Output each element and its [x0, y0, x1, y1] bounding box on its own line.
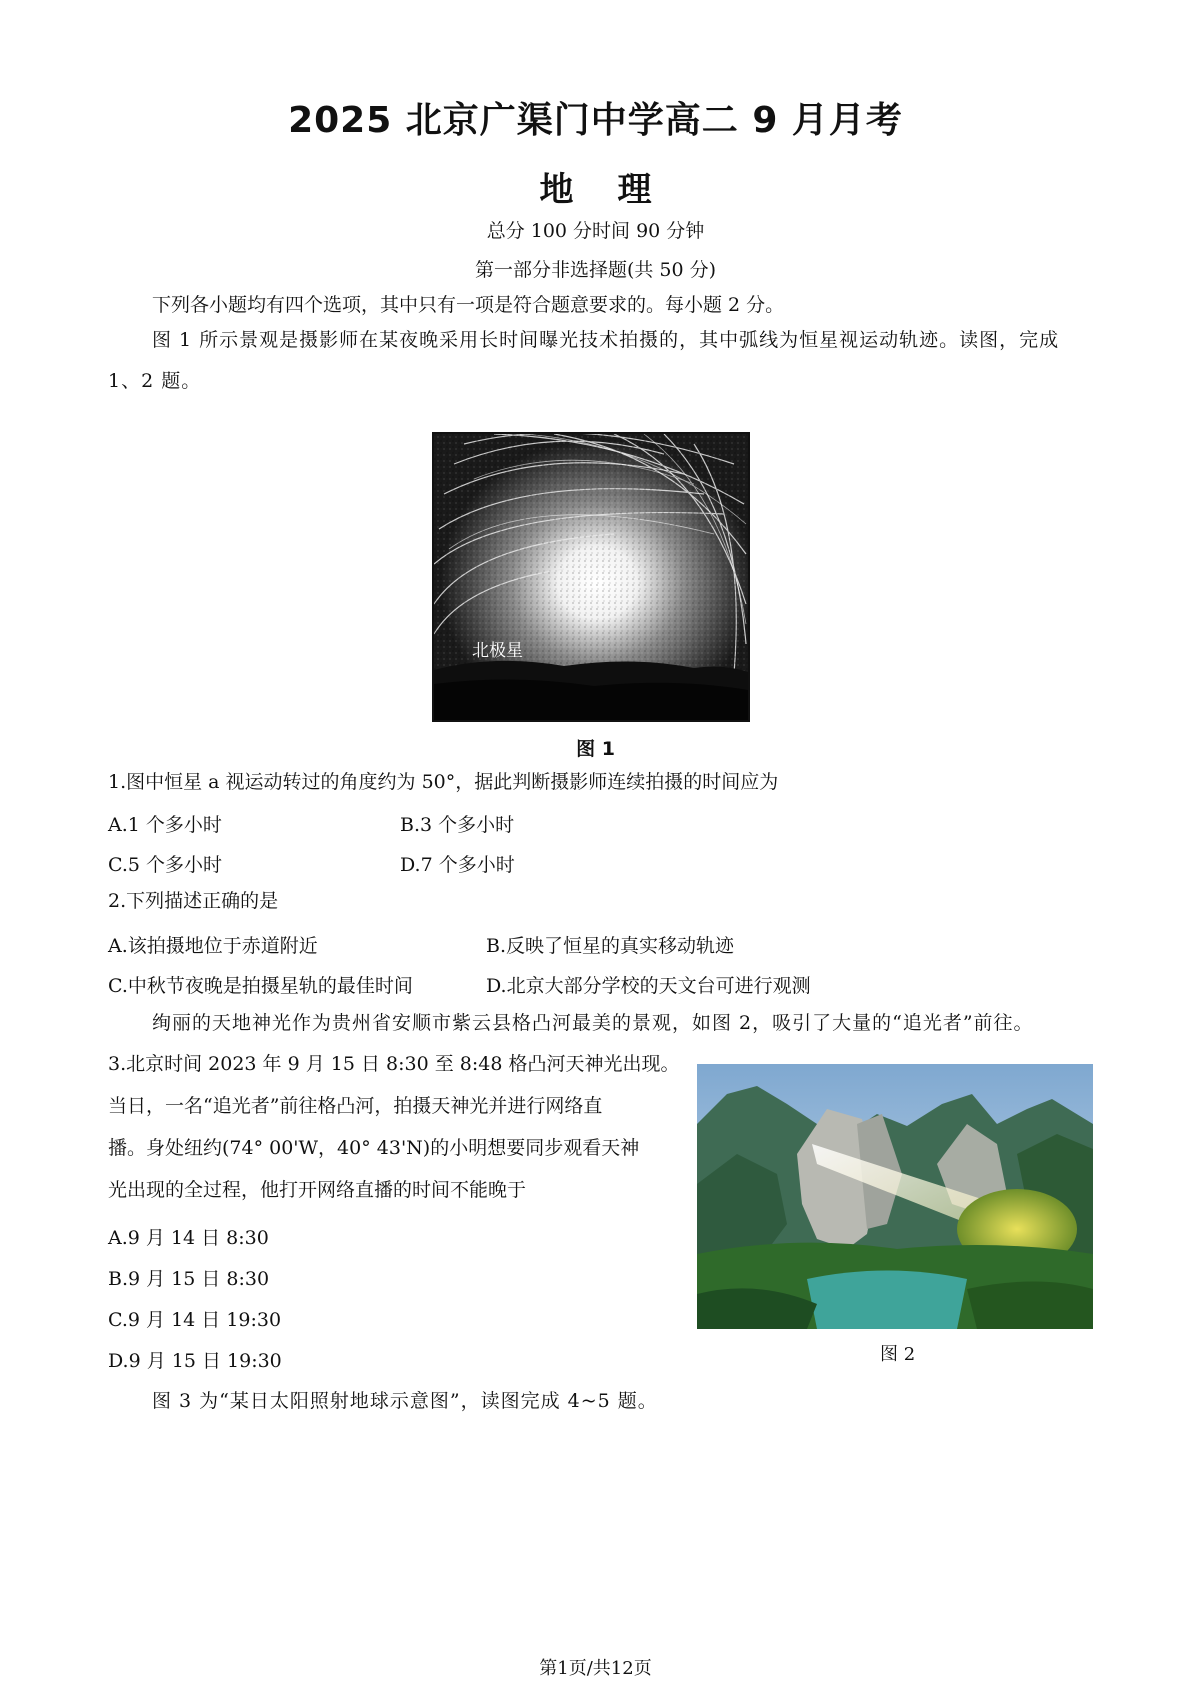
page-number: 第1页/共12页 [539, 1658, 652, 1679]
polaris-label: 北极星 [472, 641, 523, 661]
canyon-light-photo [697, 1064, 1093, 1329]
figure1-intro: 图 1 所示景观是摄影师在某夜晚采用长时间曝光技术拍摄的，其中弧线为恒星视运动轨迹。读图，完成 1、2 题。 [108, 329, 1060, 392]
score-time: 总分 100 分时间 90 分钟 [486, 220, 705, 242]
q2-option-c[interactable]: C.中秋节夜晚是拍摄星轨的最佳时间 [108, 975, 413, 997]
guizhou-intro: 绚丽的天地神光作为贵州省安顺市紫云县格凸河最美的景观，如图 2，吸引了大量的“追光者”前往。 [152, 1012, 1034, 1034]
q2-stem: 2.下列描述正确的是 [108, 890, 279, 912]
q3-option-a[interactable]: A.9 月 14 日 8:30 [108, 1227, 269, 1249]
part-one-heading: 第一部分非选择题(共 50 分) [474, 259, 717, 281]
subject-title: 地理 [539, 170, 696, 210]
q3-option-b[interactable]: B.9 月 15 日 8:30 [108, 1268, 270, 1290]
q1-stem: 1.图中恒星 a 视运动转过的角度约为 50°，据此判断摄影师连续拍摄的时间应为 [108, 771, 779, 793]
q1-option-c[interactable]: C.5 个多小时 [108, 854, 223, 876]
star-trails-photo [432, 432, 750, 722]
q2-option-b[interactable]: B.反映了恒星的真实移动轨迹 [486, 935, 735, 957]
q1-option-a[interactable]: A.1 个多小时 [108, 814, 222, 836]
exam-title: 2025 北京广渠门中学高二 9 月月考 [288, 100, 903, 141]
figure1-caption: 图 1 [576, 738, 615, 760]
q2-option-a[interactable]: A.该拍摄地位于赤道附近 [108, 935, 318, 957]
canyon-light-image [697, 1064, 1093, 1329]
q3-option-d[interactable]: D.9 月 15 日 19:30 [108, 1350, 282, 1372]
q3-stem-line-2: 当日，一名“追光者”前往格凸河，拍摄天神光并进行网络直 [108, 1095, 603, 1117]
q1-option-b[interactable]: B.3 个多小时 [400, 814, 515, 836]
q3-stem-line-3: 播。身处纽约(74° 00'W，40° 43'N)的小明想要同步观看天神 [108, 1137, 640, 1159]
figure3-intro: 图 3 为“某日太阳照射地球示意图”，读图完成 4~5 题。 [152, 1390, 658, 1412]
q3-stem-line-1: 3.北京时间 2023 年 9 月 15 日 8:30 至 8:48 格凸河天神光出现。 [108, 1053, 680, 1075]
star-trails-image [434, 434, 748, 720]
q3-stem-line-4: 光出现的全过程，他打开网络直播的时间不能晚于 [108, 1179, 527, 1201]
q3-option-c[interactable]: C.9 月 14 日 19:30 [108, 1309, 282, 1331]
instructions-intro: 下列各小题均有四个选项，其中只有一项是符合题意要求的。每小题 2 分。 [152, 294, 785, 316]
q1-option-d[interactable]: D.7 个多小时 [400, 854, 515, 876]
q2-option-d[interactable]: D.北京大部分学校的天文台可进行观测 [486, 975, 811, 997]
figure2-caption: 图 2 [880, 1344, 916, 1365]
